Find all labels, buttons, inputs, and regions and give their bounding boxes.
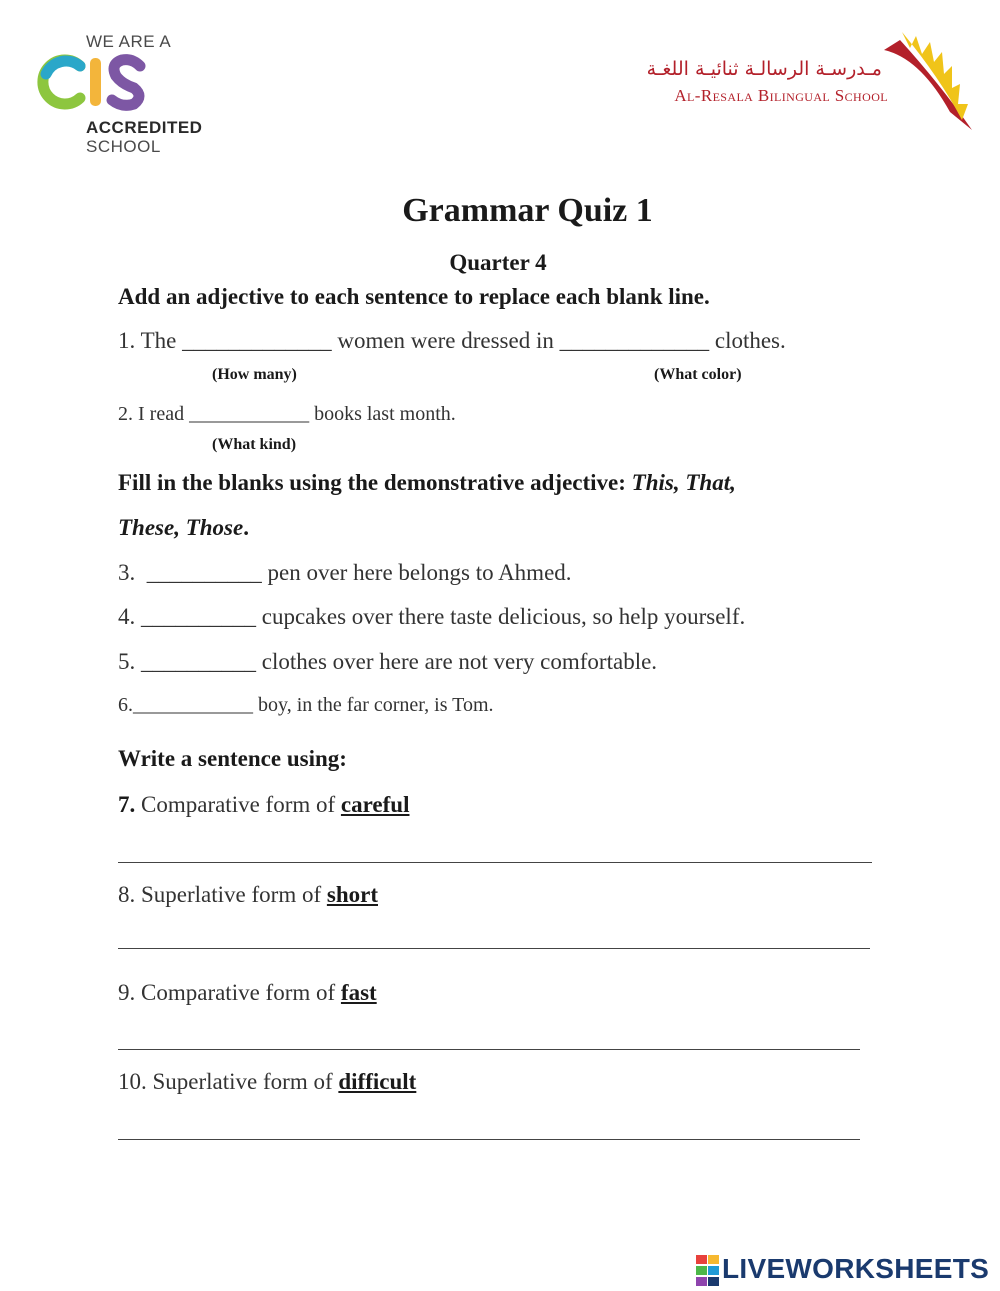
cis-letters-icon [36, 52, 156, 112]
q9-text: 9. Comparative form of [118, 980, 341, 1005]
school-emblem-icon [880, 28, 976, 136]
q2-part-a: 2. I read [118, 403, 185, 425]
cis-top-line: WE ARE A [86, 32, 172, 51]
q1-blank-1[interactable]: _____________ [182, 328, 332, 353]
section2-instruction-line2 [118, 515, 249, 541]
question-7 [118, 792, 409, 818]
q10-text: 10. Superlative form of [118, 1069, 339, 1094]
q1-hint-1: (How many) [212, 366, 297, 383]
q1-hint-2: (What color) [654, 366, 742, 383]
cis-logo [36, 30, 226, 160]
section3-instruction: Write a sentence using: [118, 746, 347, 771]
period: . [243, 515, 249, 540]
q1-part-b: women were dressed in [337, 328, 554, 353]
question-2 [118, 403, 456, 426]
q7-word: careful [340, 792, 410, 817]
q9-answer-line[interactable] [118, 1049, 860, 1050]
question-10 [118, 1069, 416, 1095]
section2-instruction-line1 [118, 470, 736, 496]
q8-word: short [326, 882, 378, 907]
question-5[interactable]: 5. __________ clothes over here are not very comfortable. [118, 649, 658, 674]
q10-answer-line[interactable] [118, 1139, 860, 1140]
school-name-english: Al-Resala Bilingual School [674, 86, 888, 105]
cis-line1: ACCREDITED [86, 118, 203, 137]
q7-text: Comparative form of [135, 792, 341, 817]
quarter-subtitle: Quarter 4 [449, 250, 547, 275]
q2-hint: (What kind) [212, 436, 297, 453]
q10-word: difficult [338, 1069, 417, 1094]
question-9 [118, 980, 377, 1006]
q7-answer-line[interactable] [118, 862, 872, 863]
question-3[interactable]: 3. __________ pen over here belongs to Ahmed. [118, 560, 572, 585]
q9-word: fast [340, 980, 377, 1005]
section1-instruction: Add an adjective to each sentence to replace each blank line. [118, 284, 710, 309]
q1-part-c: clothes. [714, 328, 786, 353]
question-4[interactable]: 4. __________ cupcakes over there taste delicious, so help yourself. [118, 604, 746, 629]
question-8 [118, 882, 378, 908]
q2-part-b: books last month. [314, 403, 456, 425]
q1-blank-2[interactable]: _____________ [559, 328, 710, 353]
liveworksheets-brand[interactable]: LIVEWORKSHEETS [722, 1253, 990, 1284]
q7-number: 7. [118, 792, 136, 817]
demonstratives-line2: These, Those [118, 515, 244, 540]
q2-blank[interactable]: ____________ [189, 403, 310, 425]
q8-text: 8. Superlative form of [118, 882, 327, 907]
cis-line2: SCHOOL [86, 137, 161, 156]
question-6[interactable]: 6.____________ boy, in the far corner, is Tom. [118, 694, 494, 716]
page-title: Grammar Quiz 1 [402, 192, 653, 229]
question-1 [118, 328, 786, 354]
q8-answer-line[interactable] [118, 948, 870, 949]
school-name-arabic: مـدرسـة الرسالـة ثنائيـة اللغـة [646, 58, 882, 80]
liveworksheets-logo-icon [696, 1255, 720, 1287]
q1-part-a: 1. The [118, 328, 177, 353]
section2-instruction: Fill in the blanks using the demonstrative adjective: [118, 470, 626, 495]
demonstratives-line1: This, That, [631, 470, 736, 495]
